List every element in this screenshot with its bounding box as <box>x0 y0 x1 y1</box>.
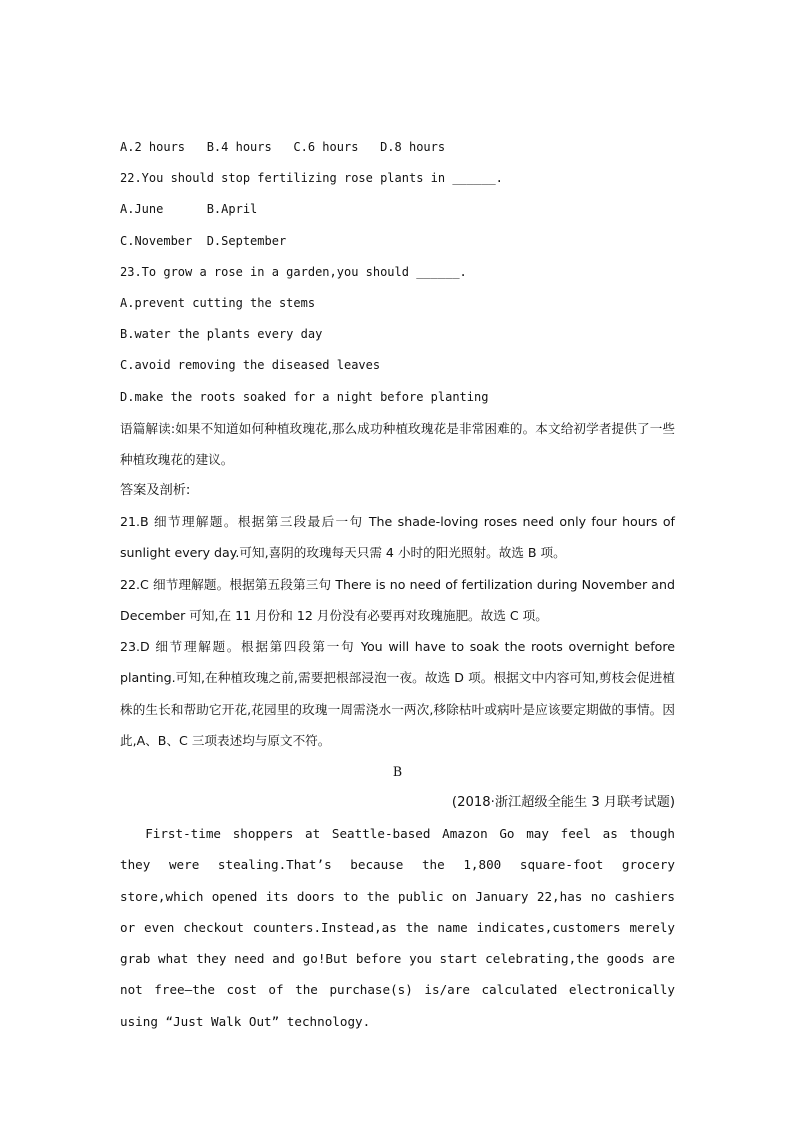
q23-option-c: C.avoid removing the diseased leaves <box>120 358 381 373</box>
answer-22: 22.C 细节理解题。根据第五段第三句 There is no need of fertilization during November and December 可知,在 11 月份和 12 月份没有必要再对玫瑰施肥。故选 C 项。 <box>120 576 675 623</box>
reading-note: 语篇解读:如果不知道如何种植玫瑰花,那么成功种植玫瑰花是非常困难的。本文给初学者提供了一些种植玫瑰花的建议。 <box>120 420 675 467</box>
answer-21: 21.B 细节理解题。根据第三段最后一句 The shade-loving roses need only four hours of sunlight every day.可知,喜阴的玫瑰每天只需 4 小时的阳光照射。故选 B 项。 <box>120 514 675 561</box>
q23-stem: 23.To grow a rose in a garden,you should ______. <box>120 264 467 279</box>
q21-options: A.2 hours B.4 hours C.6 hours D.8 hours <box>120 140 446 154</box>
q23-option-b: B.water the plants every day <box>120 327 323 342</box>
document-page <box>120 132 675 1037</box>
q22-options-cd: C.November D.September <box>120 233 287 248</box>
answer-23: 23.D 细节理解题。根据第四段第一句 You will have to soak the roots overnight before planting.可知,在种植玫瑰之前,需要把根部浸泡一夜。故选 D 项。根据文中内容可知,剪枝会促进植株的生长和帮助它开花,花园里的玫瑰一周需浇水一两次,移除枯叶或病叶是应该要定期做的事情。因此,A、B、C 三项表述均与原文不符。 <box>120 639 675 748</box>
source-citation: (2018·浙江超级全能生 3 月联考试题) <box>451 795 675 811</box>
section-label: B <box>392 763 403 779</box>
passage-paragraph: First-time shoppers at Seattle-based Amazon Go may feel as though they were stealing.That’s because the 1,800 square-foot grocery store,which opened its doors to the public on January 22,has no cashiers or even checkout counters.Instead,as the name indicates,customers merely grab what they need and go!But before you start celebrating,the goods are not free—the cost of the purchase(s) is/are calculated electronically using “Just Walk Out” technology. <box>120 826 675 1029</box>
q22-options-ab: A.June B.April <box>120 202 258 217</box>
q23-option-a: A.prevent cutting the stems <box>120 295 316 310</box>
q22-stem: 22.You should stop fertilizing rose plants in ______. <box>120 171 503 186</box>
answers-heading: 答案及剖析: <box>120 483 191 499</box>
q23-option-d: D.make the roots soaked for a night before planting <box>120 389 489 404</box>
